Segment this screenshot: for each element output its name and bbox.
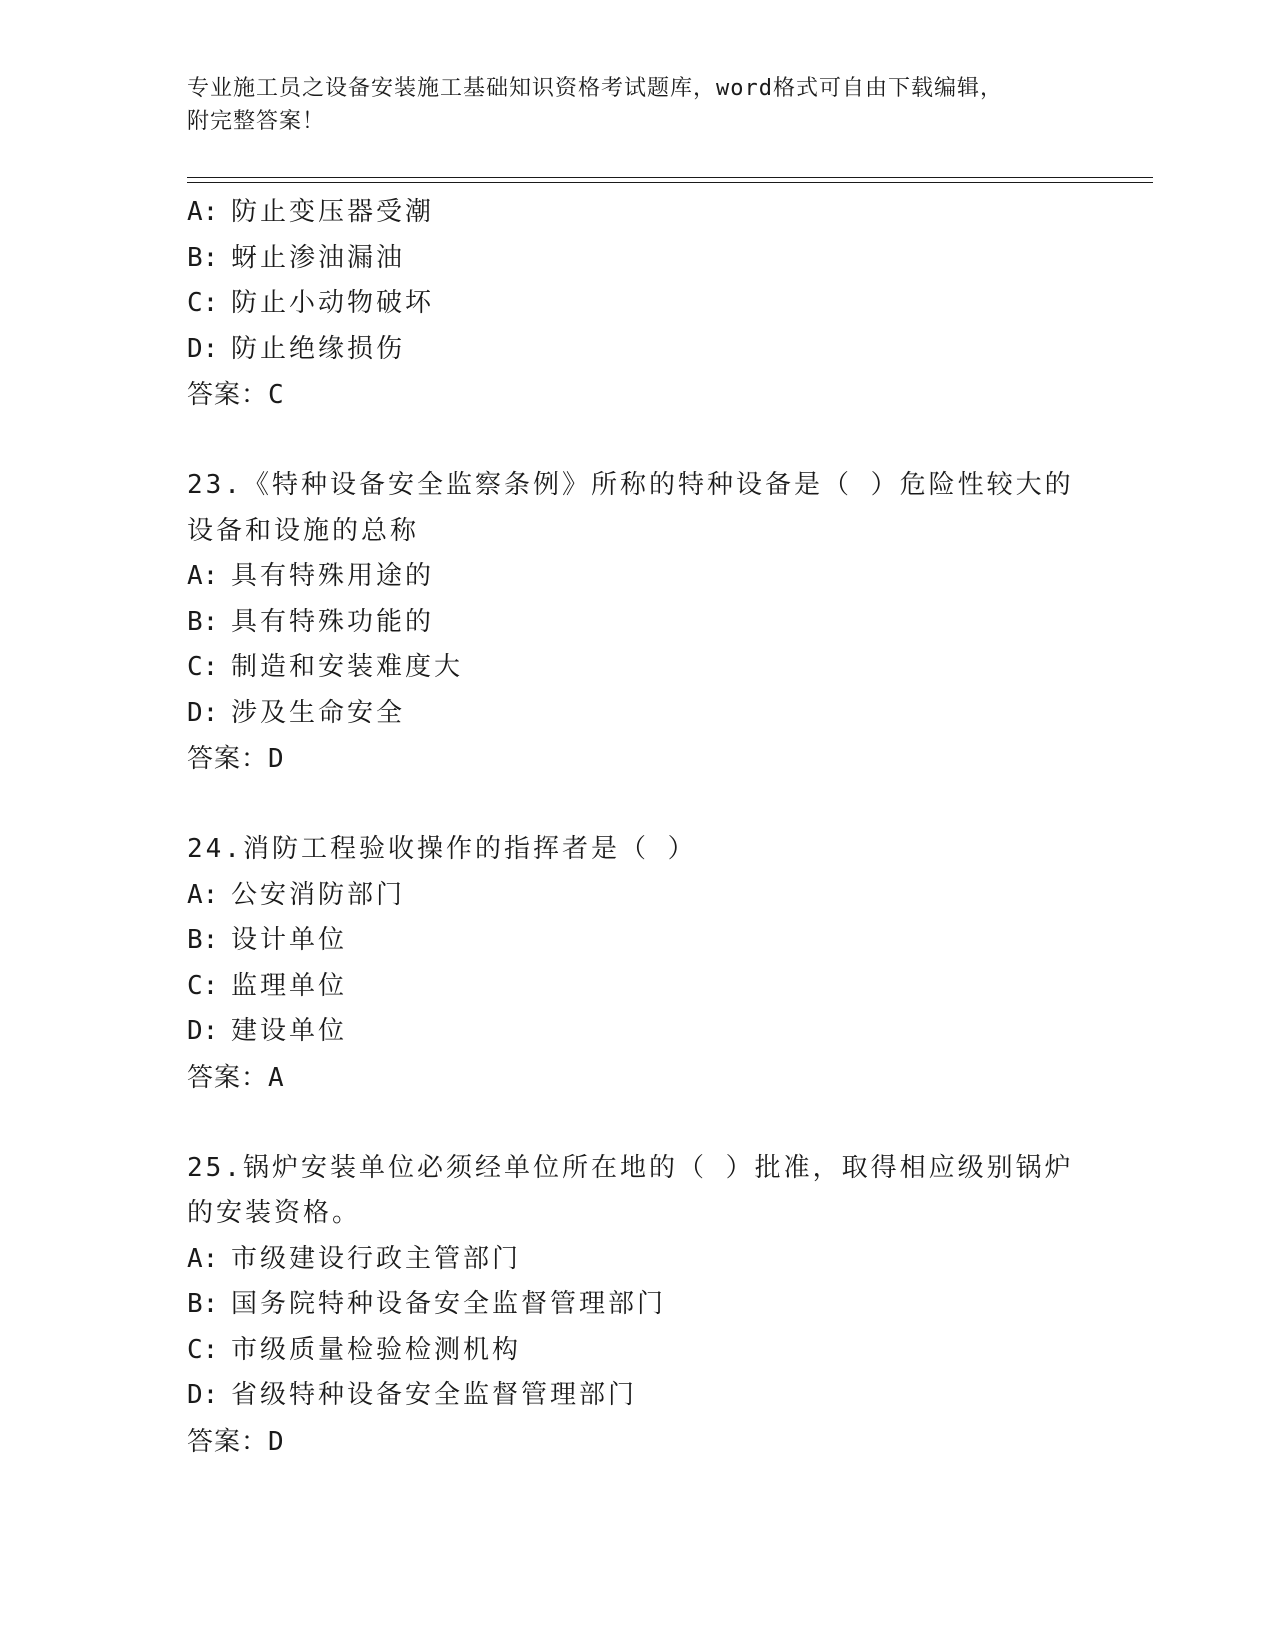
option-text: 防止小动物破坏 (231, 288, 435, 318)
option-key: D: (187, 1380, 219, 1410)
option-b (187, 236, 1087, 282)
option-d (187, 1373, 1087, 1419)
question-stem-continued: 设备和设施的总称 (187, 515, 420, 546)
spacer (187, 1101, 1087, 1146)
option-d (187, 327, 1087, 373)
option-b (187, 600, 1087, 646)
header-rule-top (187, 177, 1153, 178)
option-key: C: (187, 652, 219, 682)
option-key: A: (187, 197, 219, 227)
option-b (187, 918, 1087, 964)
question-stem: 25.锅炉安装单位必须经单位所在地的（ ）批准，取得相应级别锅炉 (187, 1152, 1074, 1183)
answer-line: 答案：D (187, 1426, 285, 1457)
spacer (187, 782, 1087, 827)
spacer (187, 418, 1087, 463)
option-key: C: (187, 288, 219, 318)
option-d (187, 691, 1087, 737)
option-key: A: (187, 561, 219, 591)
option-a (187, 1237, 1087, 1283)
option-key: C: (187, 970, 219, 1001)
option-c (187, 1328, 1087, 1374)
option-key: D: (187, 697, 219, 728)
header-rule-bottom (187, 182, 1153, 183)
option-key: A: (187, 879, 219, 910)
option-text: 设计单位 (231, 925, 348, 955)
option-a (187, 873, 1087, 919)
header-line-1: 专业施工员之设备安装施工基础知识资格考试题库，word格式可自由下载编辑， (187, 76, 1003, 101)
question-stem: 23.《特种设备安全监察条例》所称的特种设备是（ ）危险性较大的 (187, 470, 1074, 500)
answer-line: 答案：C (187, 380, 285, 410)
option-text: 具有特殊功能的 (231, 606, 435, 637)
option-text: 制造和安装难度大 (231, 652, 464, 682)
question-24 (187, 827, 1087, 1101)
answer-line: 答案：A (187, 1062, 285, 1093)
option-text: 涉及生命安全 (231, 697, 406, 728)
option-key: C: (187, 1334, 219, 1365)
option-key: D: (187, 333, 219, 364)
document-header (187, 72, 1087, 138)
question-22-continued (187, 190, 1087, 418)
option-c (187, 645, 1087, 691)
option-text: 省级特种设备安全监督管理部门 (231, 1380, 638, 1410)
option-key: D: (187, 1016, 219, 1046)
option-key: B: (187, 1289, 219, 1319)
option-text: 市级质量检验检测机构 (231, 1334, 522, 1365)
option-d (187, 1009, 1087, 1055)
option-a (187, 190, 1087, 236)
option-key: B: (187, 925, 219, 955)
question-stem: 24.消防工程验收操作的指挥者是（ ） (187, 834, 697, 864)
option-key: A: (187, 1243, 219, 1274)
option-b (187, 1282, 1087, 1328)
question-list (187, 190, 1087, 1465)
option-text: 防止绝缘损伤 (231, 333, 406, 364)
option-text: 公安消防部门 (231, 879, 406, 910)
option-a (187, 554, 1087, 600)
header-line-2: 附完整答案！ (187, 109, 326, 134)
question-25 (187, 1146, 1087, 1465)
option-text: 国务院特种设备安全监督管理部门 (231, 1289, 667, 1319)
option-text: 建设单位 (231, 1016, 348, 1046)
option-text: 防止变压器受潮 (231, 197, 435, 227)
option-text: 监理单位 (231, 970, 348, 1001)
option-text: 市级建设行政主管部门 (231, 1243, 522, 1274)
option-text: 具有特殊用途的 (231, 561, 435, 591)
option-text: 蚜止渗油漏油 (231, 242, 406, 273)
question-23 (187, 463, 1087, 782)
answer-line: 答案：D (187, 744, 285, 774)
question-stem-continued: 的安装资格。 (187, 1198, 362, 1228)
option-c (187, 964, 1087, 1010)
option-key: B: (187, 242, 219, 273)
option-c (187, 281, 1087, 327)
option-key: B: (187, 606, 219, 637)
